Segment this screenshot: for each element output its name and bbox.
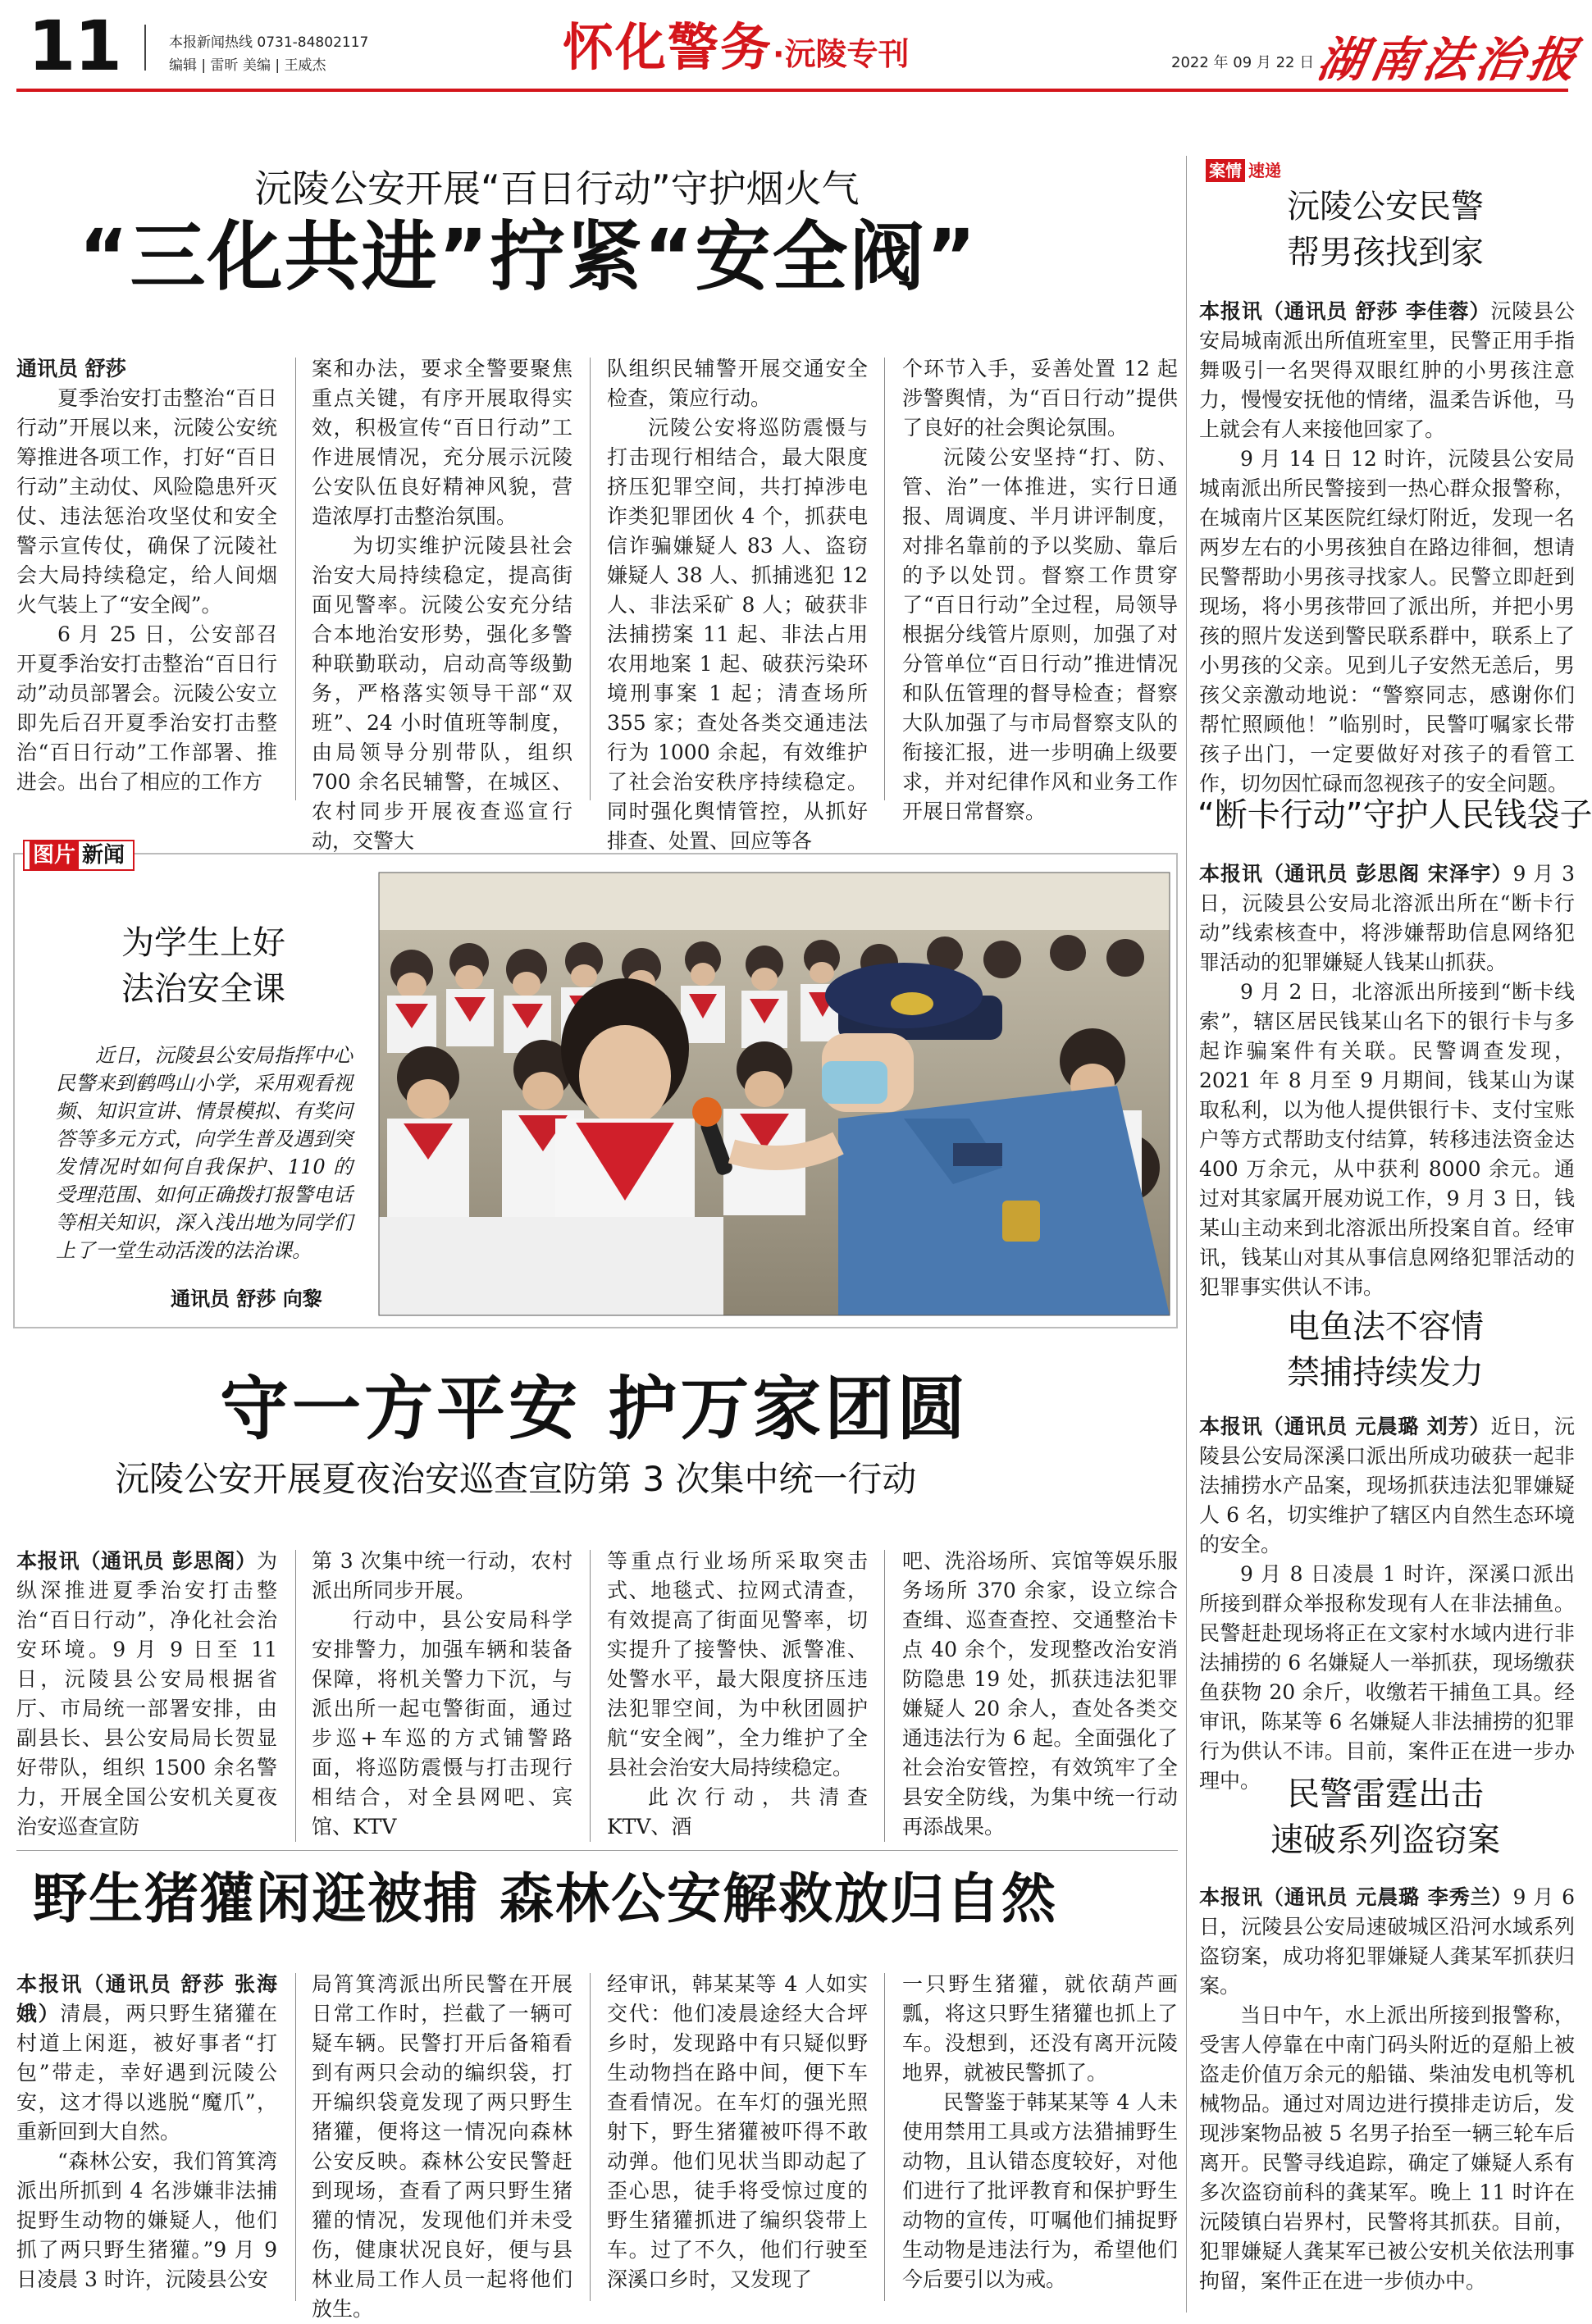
paragraph: 9 月 8 日凌晨 1 时许，深溪口派出所接到群众举报称发现有人在非法捕鱼。民警赶赴现场将正在文家村水域内进行非法捕捞的 6 名嫌疑人一举抓获，现场缴获鱼获物 20 余斤，收缴若干捕鱼工具。经审讯，陈某等 6 名嫌疑人非法捕捞的犯罪行为供认不讳。目前，案件正在进一步办理中。 [1199,1562,1575,1793]
paragraph: 本报讯（通讯员 元晨璐 李秀兰）9 月 6 日，沅陵县公安局速破城区沿河水域系列盗窃案，成功将犯罪嫌疑人龚某军抓获归案。 [1199,1885,1575,1998]
photo-news-box [13,843,1178,1328]
section-title [563,15,909,87]
paragraph: 一只野生猪獾，就依葫芦画瓢，将这只野生猪獾也抓上了车。没想到，还没有离开沅陵地界，就被民警抓了。 [902,1972,1178,2085]
paragraph: 本报讯（通讯员 元晨璐 刘芳）近日，沅陵县公安局深溪口派出所成功破获一起非法捕捞水产品案，现场抓获违法犯罪嫌疑人 6 名，切实维护了辖区内自然生态环境的安全。 [1199,1415,1575,1556]
right-item-title-line: 帮男孩找到家 [1287,234,1484,271]
paragraph: 本报讯（通讯员 舒莎 李佳蓉）沅陵县公安局城南派出所值班室里，民警正用手指舞吸引一名哭得双眼红肿的小男孩注意力，慢慢安抚他的情绪，温柔告诉他，马上就会有人来接他回家了。 [1199,299,1575,441]
column-divider [590,358,591,800]
column-divider [590,1550,591,1842]
paragraph: 民警鉴于韩某某等 4 人未使用禁用工具或方法猎捕野生动物，且认错态度较好，对他们进行了批评教育和保护野生动物的宣传，叮嘱他们捕捉野生动物是违法行为，希望他们今后要引以为戒。 [902,2090,1178,2291]
editors: 编辑 | 雷昕 美编 | 王威杰 [169,57,326,74]
section-rule [16,1850,1178,1851]
right-item-title [1197,1771,1573,1863]
case-tag [1206,159,1284,182]
paragraph: 本报讯（通讯员 舒莎 张海娥）清晨，两只野生猪獾在村道上闲逛，被好事者“打包”带走，幸好遇到沅陵公安，这才得以逃脱“魔爪”，重新回到大自然。 [16,1972,277,2144]
story2-column-3 [607,1547,868,1842]
lead-column-3 [607,354,868,853]
paragraph: 9 月 14 日 12 时许，沅陵县公安局城南派出所民警接到一热心群众报警称，在城南片区某医院红绿灯附近，发现一名两岁左右的小男孩独自在路边徘徊，想请民警帮助小男孩寻找家人。民警立即赶到现场，将小男孩带回了派出所，并把小男孩的照片发送到警民联系群中，联系上了小男孩的父亲。见到儿子安然无恙后，男孩父亲激动地说：“警察同志，感谢你们帮忙照顾他！”临别时，民警叮嘱家长带孩子出门，一定要做好对孩子的看管工作，切勿因忙碌而忽视孩子的安全问题。 [1199,447,1575,795]
right-item-body-0 [1199,297,1575,795]
right-item-title-line: 电鱼法不容情 [1287,1308,1484,1346]
right-item-title-line: 速破系列盗窃案 [1270,1821,1500,1859]
photo-news-tag [23,840,135,871]
byline: 本报讯（通讯员 舒莎 李佳蓉） [1199,299,1491,323]
section-title-sub: ·沅陵专刊 [773,36,910,72]
column-divider [295,1973,296,2301]
paragraph: 案和办法，要求全警要聚焦重点关键，有序开展取得实效，积极宣传“百日行动”工作进展情况，充分展示沅陵公安队伍良好精神风貌，营造浓厚打击整治氛围。 [312,357,572,528]
lead-column-4 [902,354,1178,823]
paragraph: 等重点行业场所采取突击式、地毯式、拉网式清查，有效提高了街面见警率，切实提升了接警快、派警准、处警水平，最大限度挤压违法犯罪空间，为中秋团圆护航“安全阀”，全力维护了全县社会治安大局持续稳定。 [607,1549,868,1779]
story3-column-3 [607,1970,868,2306]
paragraph: 局筲箕湾派出所民警在开展日常工作时，拦截了一辆可疑车辆。民警打开后备箱看到有两只会动的编织袋，打开编织袋竟发现了两只野生猪獾，便将这一情况向森林公安反映。森林公安民警赶到现场，查看了两只野生猪獾的情况，发现他们并未受伤，健康状况良好，便与县林业局工作人员一起将他们放生。 [312,1972,572,2321]
right-item-body-2 [1199,1412,1575,1793]
paragraph: 6 月 25 日，公安部召开夏季治安打击整治“百日行动”动员部署会。沅陵公安立即先后召开夏季治安打击整治“百日行动”工作部署、推进会。出台了相应的工作方 [16,622,277,794]
photo-news-tag-black: 新闻 [82,843,125,868]
byline: 本报讯（通讯员 元晨璐 李秀兰） [1199,1885,1513,1909]
column-divider [884,1973,885,2301]
hotline: 本报新闻热线 0731-84802117 [169,34,369,51]
issue-date: 2022 年 09 月 22 日 [1171,54,1315,71]
right-item-body-1 [1199,859,1575,1299]
photo-news-title [64,920,343,1012]
right-item-title [1197,792,1592,838]
case-tag-black: 速递 [1248,161,1281,180]
classroom-photo [379,873,1170,1315]
paragraph: 个环节入手，妥善处置 12 起涉警舆情，为“百日行动”提供了良好的社会舆论氛围。 [902,357,1178,440]
paragraph: 队组织民辅警开展交通安全检查，策应行动。 [607,357,868,410]
story3-column-4 [902,1970,1178,2306]
classroom-photo-illustration [379,873,1170,1315]
story2-column-4 [902,1547,1178,1842]
story2-column-1 [16,1547,277,1842]
story3-column-2 [312,1970,572,2321]
story2-subtitle: 沅陵公安开展夏夜治安巡查宣防第 3 次集中统一行动 [115,1459,917,1499]
story2-column-2 [312,1547,572,1842]
case-tag-red: 案情 [1206,159,1245,182]
lead-column-2 [312,354,572,853]
right-item-title [1197,1304,1573,1396]
lead-column-1 [16,354,277,797]
photo-caption: 近日，沅陵县公安局指挥中心民警来到鹤鸣山小学，采用观看视频、知识宣讲、情景模拟、有奖问答等多元方式，向学生普及遇到突发情况时如何自我保护、110 的受理范围、如何正确拨打报警电话等相关知识，深入浅出地为同学们上了一堂生动活泼的法治课。 [56,1044,353,1262]
paragraph: 沅陵公安将巡防震慑与打击现行相结合，最大限度挤压犯罪空间，共打掉涉电诈类犯罪团伙 4 个，抓获电信诈骗嫌疑人 83 人、盗窃嫌疑人 38 人、抓捕逃犯 12 人、非法采矿 8 人；破获非法捕捞案 11 起、非法占用农用地案 1 起、破获污染环境刑事案 1 起；清查场所 355 家；查处各类交通违法行为 1000 余起，有效维护了社会治安秩序持续稳定。同时强化舆情管控，从抓好排查、处置、回应等各 [607,416,868,853]
column-divider [295,358,296,800]
paragraph: 9 月 2 日，北溶派出所接到“断卡线索”，辖区居民钱某山名下的银行卡与多起诈骗案件有关联。民警调查发现，2021 年 8 月至 9 月期间，钱某山为谋取私利，以为他人提供银行卡、支付宝账户等方式帮助支付结算，转移违法资金达 400 万余元，从中获利 8000 余元。通过对其家属开展劝说工作，9 月 3 日，钱某山主动来到北溶派出所投案自首。经审讯，钱某山对其从事信息网络犯罪活动的犯罪事实供认不讳。 [1199,980,1575,1299]
paragraph: 夏季治安打击整治“百日行动”开展以来，沅陵公安统筹推进各项工作，打好“百日行动”主动仗、风险隐患歼灭仗、违法惩治攻坚仗和安全警示宣传仗，确保了沅陵社会大局持续稳定，给人间烟火气装上了“安全阀”。 [16,386,277,617]
paragraph: 行动中，县公安局科学安排警力，加强车辆和装备保障，将机关警力下沉，与派出所一起屯警街面，通过步巡+车巡的方式铺警路面，将巡防震慑与打击现行相结合，对全县网吧、宾馆、KTV [312,1608,572,1839]
paragraph: 吧、洗浴场所、宾馆等娱乐服务场所 370 余家，设立综合查缉、巡查查控、交通整治卡点 40 余个，发现整改治安消防隐患 19 处，抓获违法犯罪嫌疑人 20 余人，查处各类交通违法行为 6 起。全面强化了社会治安管控，有效筑牢了全县安全防线，为集中统一行动再添战果。 [902,1549,1178,1839]
right-item-title-line: 沅陵公安民警 [1287,188,1484,226]
paragraph: 本报讯（通讯员 彭思阁）为纵深推进夏季治安打击整治“百日行动”，净化社会治安环境。9 月 9 日至 11 日，沅陵县公安局根据省厅、市局统一部署安排，由副县长、县公安局局长贺显好带队，组织 1500 余名警力，开展全国公安机关夏夜治安巡查宣防 [16,1549,277,1839]
paragraph: “森林公安，我们筲箕湾派出所抓到 4 名涉嫌非法捕捉野生动物的嫌疑人，他们抓了两只野生猪獾。”9 月 9 日凌晨 3 时许，沅陵县公安 [16,2149,277,2291]
byline: 本报讯（通讯员 彭思阁 宋泽宇） [1199,862,1513,886]
newspaper-logo: 湖南法治报 [1313,32,1586,88]
right-item-title-line: 民警雷霆出击 [1287,1775,1484,1813]
column-divider [295,1550,296,1842]
masthead [0,0,1585,92]
paragraph [16,354,277,384]
story3-column-1 [16,1970,277,2306]
masthead-info [169,31,368,77]
story3-title: 野生猪獾闲逛被捕 森林公安解救放归自然 [33,1867,1057,1930]
column-divider [590,1973,591,2301]
paragraph: 第 3 次集中统一行动，农村派出所同步开展。 [312,1549,572,1602]
masthead-divider [144,25,146,71]
paragraph: 沅陵公安坚持“打、防、管、治”一体推进，实行日通报、周调度、半月讲评制度，对排名靠前的予以奖励、靠后的予以处罚。督察工作贯穿了“百日行动”全过程，局领导根据分线管片原则，加强了对分管单位“百日行动”推进情况和队伍管理的督导检查；督察大队加强了与市局督察支队的衔接汇报，进一步明确上级要求，并对纪律作风和业务工作开展日常督察。 [902,445,1178,823]
photo-news-title-line: 法治安全课 [121,970,285,1008]
byline: 本报讯（通讯员 元晨璐 刘芳） [1199,1415,1491,1438]
photo-news-tag-red: 图片 [30,841,79,869]
masthead-rule [16,89,1568,92]
paragraph: 当日中午，水上派出所接到报警称，受害人停靠在中南门码头附近的趸船上被盗走价值万余元的船锚、柴油发电机等机械物品。通过对周边进行摸排走访后，发现涉案物品被 5 名男子抬至一辆三轮车后离开。民警寻线追踪，确定了嫌疑人系有多次盗窃前科的龚某军。晚上 11 时许在沅陵镇白岩界村，民警将其抓获。目前，犯罪嫌疑人龚某军已被公安机关依法刑事拘留，案件正在进一步侦办中。 [1199,2003,1575,2293]
byline: 本报讯（通讯员 舒莎 张海娥） [16,1972,277,2026]
paragraph: 本报讯（通讯员 彭思阁 宋泽宇）9 月 3 日，沅陵县公安局北溶派出所在“断卡行动”线索核查中，将涉嫌帮助信息网络犯罪活动的犯罪嫌疑人钱某山抓获。 [1199,862,1575,974]
paragraph: 此次行动，共清查 KTV、酒 [607,1785,868,1839]
column-divider [884,1550,885,1842]
right-column-divider [1186,156,1187,2313]
paragraph: 为切实维护沅陵县社会治安大局持续稳定，提高街面见警率。沅陵公安充分结合本地治安形势，强化多警种联勤联动，启动高等级勤务，严格落实领导干部“双班”、24 小时值班等制度，由局领导分别带队，组织 700 余名民辅警，在城区、农村同步开展夜查巡宣行动，交警大 [312,534,572,853]
lead-subtitle: 沅陵公安开展“百日行动”守护烟火气 [254,166,860,211]
right-item-body-3 [1199,1883,1575,2309]
page-number: 11 [28,6,121,86]
section-title-main: 怀化警务 [563,17,773,77]
right-item-title-line: 禁捕持续发力 [1287,1354,1484,1392]
right-item-title [1197,184,1573,276]
byline: 通讯员 舒莎 [16,357,126,380]
column-divider [884,358,885,800]
photo-news-title-line: 为学生上好 [121,924,285,962]
right-item-title-line: “断卡行动”守护人民钱袋子 [1197,796,1592,834]
photo-credit: 通讯员 舒莎 向黎 [171,1287,322,1310]
paragraph: 经审讯，韩某某等 4 人如实交代：他们凌晨途经大合坪乡时，发现路中有只疑似野生动物挡在路中间，便下车查看情况。在车灯的强光照射下，野生猪獾被吓得不敢动弹。他们见状当即动起了歪心思，徒手将受惊过度的野生猪獾抓进了编织袋带上车。过了不久，他们行驶至深溪口乡时，又发现了 [607,1972,868,2291]
story2-title: 守一方平安 护万家团圆 [220,1369,969,1449]
byline: 本报讯（通讯员 彭思阁） [16,1549,257,1573]
lead-title: “三化共进”拧紧“安全阀” [79,213,978,301]
